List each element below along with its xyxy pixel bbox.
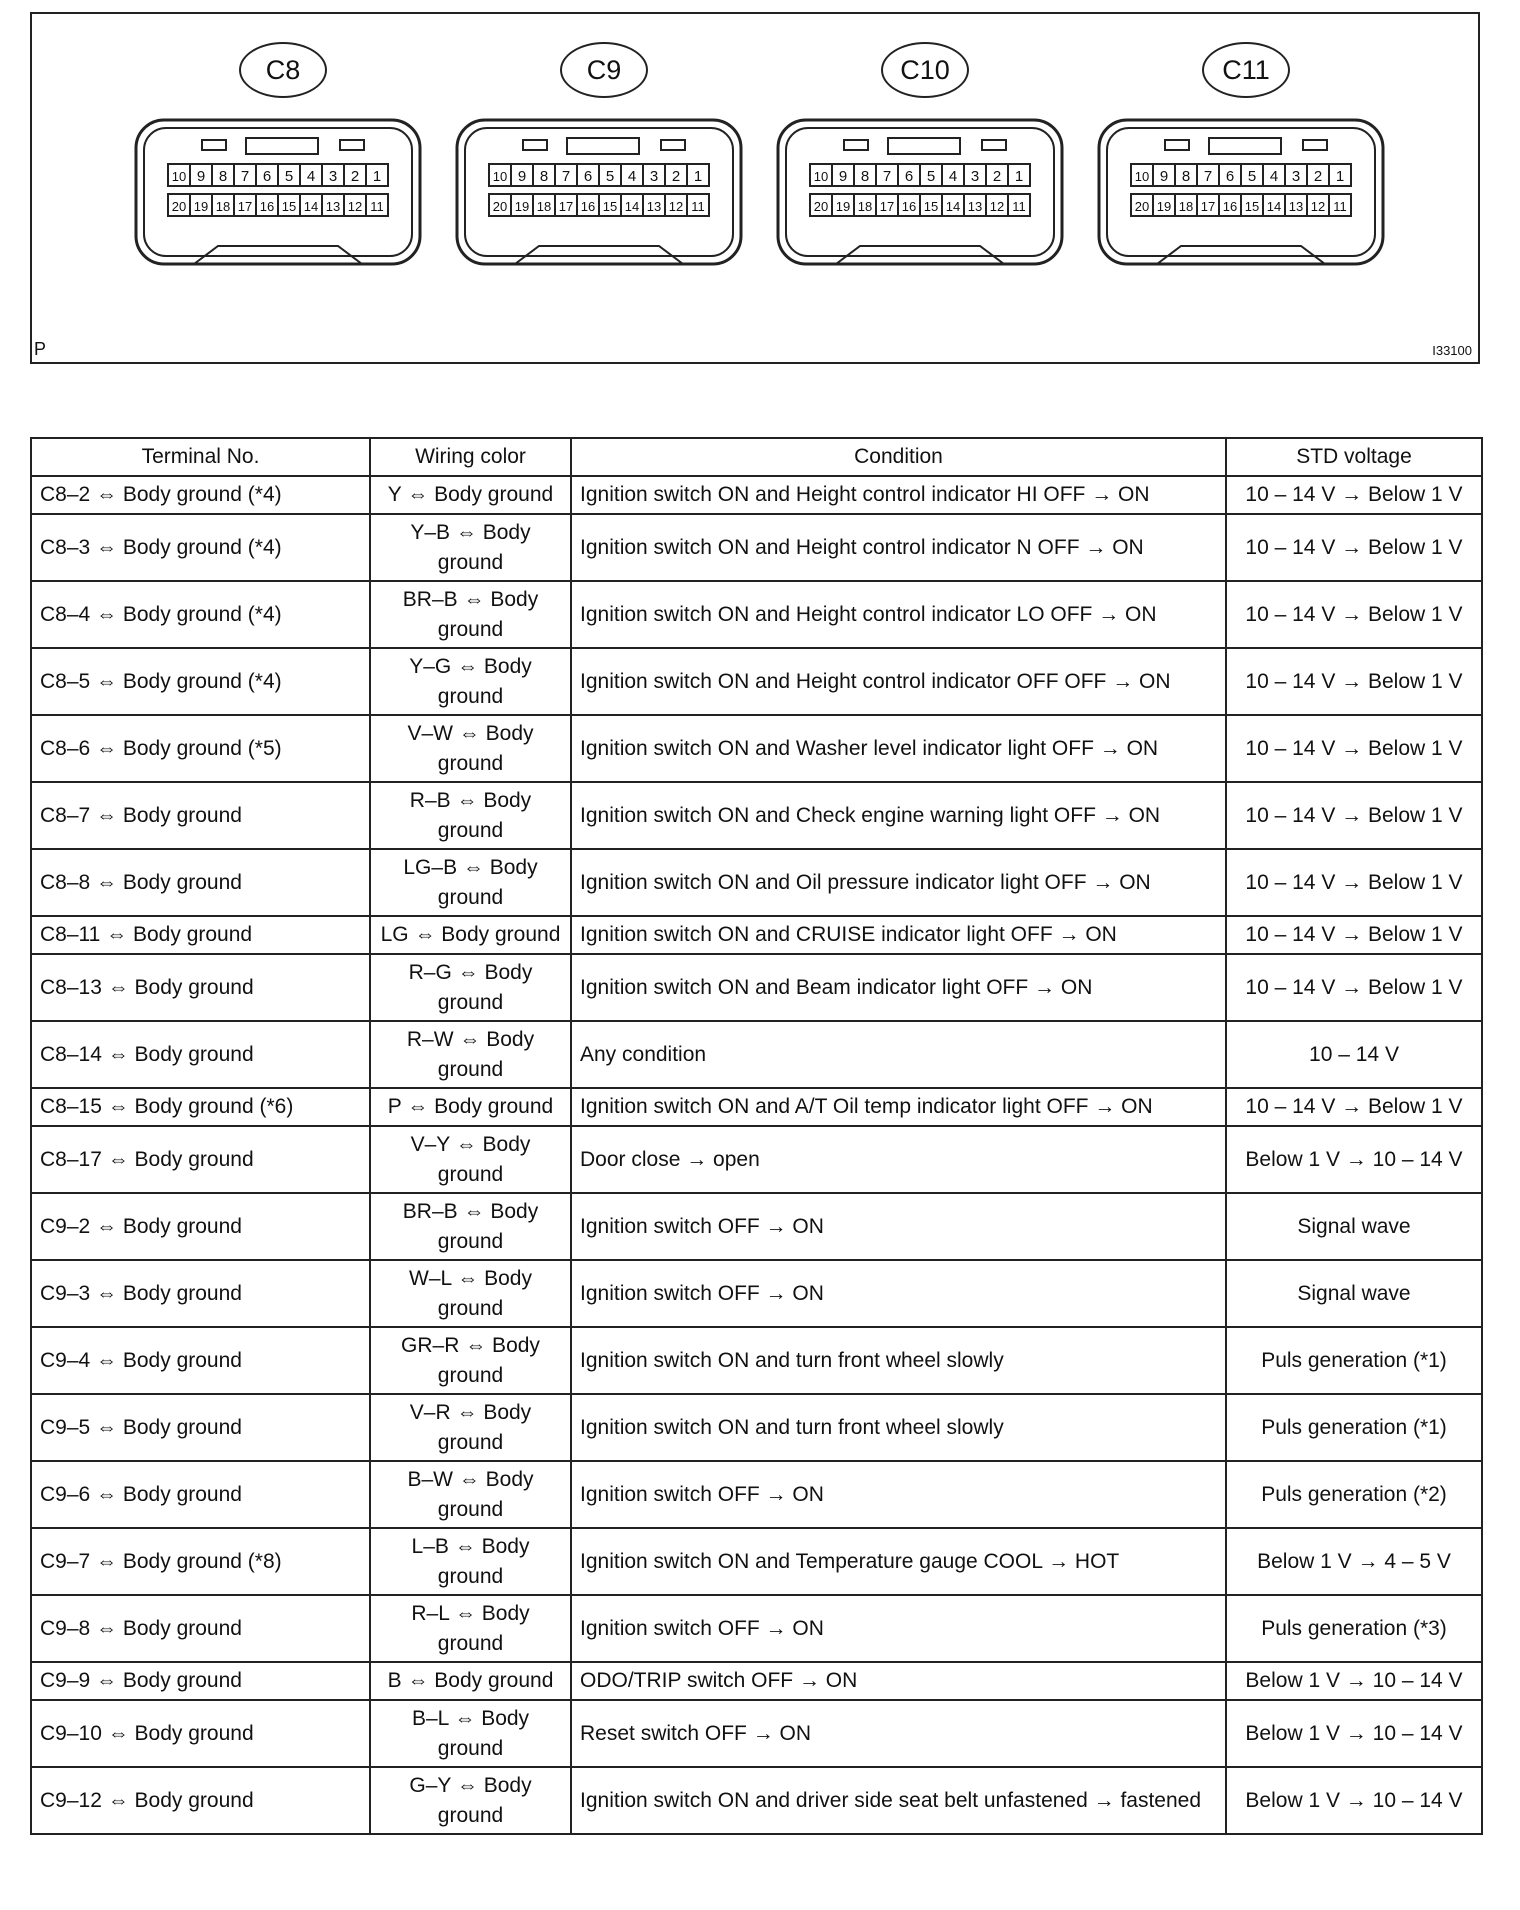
terminal-cell: C9–12 ⇔ Body ground [31,1767,370,1834]
connector-label: C11 [1202,42,1290,98]
pin-number: 2 [992,168,1002,185]
connector-c10 [776,14,1066,366]
pin-number: 15 [1244,199,1260,214]
pin-number: 18 [215,199,231,214]
wiring-color-cell: B ⇔ Body ground [370,1662,571,1700]
std-voltage-cell: Puls generation (*2) [1226,1461,1482,1528]
connector-label: C10 [881,42,969,98]
pin-number: 11 [1333,199,1347,214]
pin-number: 14 [1266,199,1282,214]
pin-number: 20 [171,199,187,214]
pin-number: 1 [372,168,382,185]
condition-cell: Ignition switch OFF → ON [571,1461,1226,1528]
wiring-color-cell: BR–B ⇔ Body ground [370,1193,571,1260]
table-row [31,1021,1482,1088]
condition-cell: Any condition [571,1021,1226,1088]
condition-cell: Ignition switch ON and Check engine warning light OFF → ON [571,782,1226,849]
std-voltage-cell: 10 – 14 V → Below 1 V [1226,581,1482,648]
pin-number: 2 [671,168,681,185]
pin-number: 9 [517,168,527,185]
pin-number: 11 [370,199,384,214]
pin-number: 16 [580,199,596,214]
terminal-table [30,437,1483,1835]
pin-number: 8 [860,168,870,185]
condition-cell: Ignition switch ON and Height control indicator N OFF → ON [571,514,1226,581]
header-voltage: STD voltage [1226,438,1482,476]
table-row [31,1260,1482,1327]
table-row [31,782,1482,849]
pin-number: 16 [259,199,275,214]
pin-number: 5 [605,168,615,185]
condition-cell: ODO/TRIP switch OFF → ON [571,1662,1226,1700]
condition-cell: Ignition switch ON and Height control indicator HI OFF → ON [571,476,1226,514]
pin-number: 8 [218,168,228,185]
condition-cell: Ignition switch ON and Height control indicator OFF OFF → ON [571,648,1226,715]
pin-number: 4 [948,168,958,185]
header-condition: Condition [571,438,1226,476]
condition-cell: Ignition switch ON and A/T Oil temp indicator light OFF → ON [571,1088,1226,1126]
wiring-color-cell: V–Y ⇔ Body ground [370,1126,571,1193]
pin-number: 20 [1134,199,1150,214]
table-row [31,1662,1482,1700]
terminal-cell: C8–15 ⇔ Body ground (*6) [31,1088,370,1126]
wiring-color-cell: LG–B ⇔ Body ground [370,849,571,916]
std-voltage-cell: Puls generation (*1) [1226,1327,1482,1394]
pin-number: 19 [1156,199,1172,214]
table-row [31,1193,1482,1260]
std-voltage-cell: Below 1 V → 10 – 14 V [1226,1767,1482,1834]
pin-number: 20 [813,199,829,214]
pin-number: 9 [196,168,206,185]
table-row [31,1088,1482,1126]
connector-figure [30,12,1480,364]
pin-number: 17 [237,199,253,214]
condition-cell: Ignition switch ON and CRUISE indicator light OFF → ON [571,916,1226,954]
terminal-cell: C9–3 ⇔ Body ground [31,1260,370,1327]
wiring-color-cell: LG ⇔ Body ground [370,916,571,954]
pin-number: 7 [1203,168,1213,185]
wiring-color-cell: Y–G ⇔ Body ground [370,648,571,715]
table-row [31,849,1482,916]
pin-number: 16 [901,199,917,214]
pin-number: 19 [514,199,530,214]
terminal-cell: C8–5 ⇔ Body ground (*4) [31,648,370,715]
std-voltage-cell: 10 – 14 V → Below 1 V [1226,648,1482,715]
wiring-color-cell: R–G ⇔ Body ground [370,954,571,1021]
terminal-cell: C9–5 ⇔ Body ground [31,1394,370,1461]
terminal-cell: C8–17 ⇔ Body ground [31,1126,370,1193]
pin-number: 2 [1313,168,1323,185]
pin-number: 3 [328,168,338,185]
pin-number: 7 [240,168,250,185]
pin-number: 10 [813,169,829,184]
pin-number: 10 [1134,169,1150,184]
condition-cell: Door close → open [571,1126,1226,1193]
condition-cell: Ignition switch ON and turn front wheel slowly [571,1394,1226,1461]
std-voltage-cell: Below 1 V → 10 – 14 V [1226,1126,1482,1193]
connector-housing [457,120,741,264]
condition-cell: Ignition switch ON and Oil pressure indicator light OFF → ON [571,849,1226,916]
pin-number: 12 [989,199,1005,214]
wiring-color-cell: R–L ⇔ Body ground [370,1595,571,1662]
terminal-cell: C8–11 ⇔ Body ground [31,916,370,954]
std-voltage-cell: 10 – 14 V → Below 1 V [1226,916,1482,954]
pin-number: 14 [624,199,640,214]
terminal-cell: C8–2 ⇔ Body ground (*4) [31,476,370,514]
pin-number: 9 [1159,168,1169,185]
table-row [31,715,1482,782]
pin-number: 14 [945,199,961,214]
pin-number: 5 [926,168,936,185]
std-voltage-cell: Puls generation (*1) [1226,1394,1482,1461]
condition-cell: Reset switch OFF → ON [571,1700,1226,1767]
pin-number: 11 [691,199,705,214]
pin-number: 19 [835,199,851,214]
pin-number: 18 [536,199,552,214]
pin-number: 6 [1225,168,1235,185]
connector-housing [1099,120,1383,264]
std-voltage-cell: Puls generation (*3) [1226,1595,1482,1662]
wiring-color-cell: V–W ⇔ Body ground [370,715,571,782]
pin-number: 18 [1178,199,1194,214]
table-row [31,514,1482,581]
table-row [31,1595,1482,1662]
pin-number: 5 [284,168,294,185]
pin-number: 13 [646,199,662,214]
std-voltage-cell: Below 1 V → 10 – 14 V [1226,1700,1482,1767]
terminal-cell: C8–6 ⇔ Body ground (*5) [31,715,370,782]
std-voltage-cell: Signal wave [1226,1193,1482,1260]
pin-number: 9 [838,168,848,185]
std-voltage-cell: 10 – 14 V → Below 1 V [1226,715,1482,782]
wiring-color-cell: Y–B ⇔ Body ground [370,514,571,581]
condition-cell: Ignition switch ON and driver side seat belt unfastened → fastened [571,1767,1226,1834]
wiring-color-cell: B–W ⇔ Body ground [370,1461,571,1528]
pin-number: 6 [904,168,914,185]
std-voltage-cell: Signal wave [1226,1260,1482,1327]
terminal-cell: C9–2 ⇔ Body ground [31,1193,370,1260]
pin-number: 13 [1288,199,1304,214]
connector-body [134,118,422,266]
pin-number: 16 [1222,199,1238,214]
pin-number: 12 [1310,199,1326,214]
wiring-color-cell: BR–B ⇔ Body ground [370,581,571,648]
std-voltage-cell: 10 – 14 V → Below 1 V [1226,849,1482,916]
terminal-cell: C9–10 ⇔ Body ground [31,1700,370,1767]
std-voltage-cell: 10 – 14 V [1226,1021,1482,1088]
std-voltage-cell: 10 – 14 V → Below 1 V [1226,782,1482,849]
condition-cell: Ignition switch ON and Height control indicator LO OFF → ON [571,581,1226,648]
connector-c9 [455,14,745,366]
connector-housing [136,120,420,264]
pin-number: 7 [882,168,892,185]
table-row [31,1327,1482,1394]
pin-number: 1 [1335,168,1345,185]
pin-number: 12 [668,199,684,214]
pin-number: 15 [602,199,618,214]
terminal-cell: C9–4 ⇔ Body ground [31,1327,370,1394]
terminal-cell: C8–13 ⇔ Body ground [31,954,370,1021]
wiring-color-cell: P ⇔ Body ground [370,1088,571,1126]
connector-c8 [134,14,424,366]
pin-number: 4 [627,168,637,185]
connector-housing [778,120,1062,264]
header-wiring: Wiring color [370,438,571,476]
pin-number: 7 [561,168,571,185]
pin-number: 8 [539,168,549,185]
terminal-cell: C9–6 ⇔ Body ground [31,1461,370,1528]
connector-c11 [1097,14,1387,366]
table-header-row [31,438,1482,476]
figure-code: I33100 [1432,343,1472,358]
pin-number: 19 [193,199,209,214]
condition-cell: Ignition switch OFF → ON [571,1595,1226,1662]
pin-number: 10 [171,169,187,184]
condition-cell: Ignition switch ON and Temperature gauge COOL → HOT [571,1528,1226,1595]
header-terminal: Terminal No. [31,438,370,476]
pin-number: 4 [1269,168,1279,185]
pin-number: 12 [347,199,363,214]
wiring-color-cell: B–L ⇔ Body ground [370,1700,571,1767]
pin-number: 1 [693,168,703,185]
condition-cell: Ignition switch OFF → ON [571,1260,1226,1327]
std-voltage-cell: 10 – 14 V → Below 1 V [1226,1088,1482,1126]
table-row [31,648,1482,715]
pin-number: 3 [1291,168,1301,185]
pin-number: 13 [967,199,983,214]
connector-body [455,118,743,266]
table-row [31,1461,1482,1528]
pin-number: 17 [879,199,895,214]
terminal-cell: C9–7 ⇔ Body ground (*8) [31,1528,370,1595]
table-row [31,1700,1482,1767]
figure-corner-label: P [34,339,47,359]
connector-label: C8 [239,42,327,98]
pin-number: 8 [1181,168,1191,185]
terminal-cell: C8–14 ⇔ Body ground [31,1021,370,1088]
wiring-color-cell: Y ⇔ Body ground [370,476,571,514]
table-row [31,1767,1482,1834]
wiring-color-cell: V–R ⇔ Body ground [370,1394,571,1461]
pin-number: 6 [262,168,272,185]
table-row [31,581,1482,648]
terminal-cell: C8–8 ⇔ Body ground [31,849,370,916]
pin-number: 3 [970,168,980,185]
wiring-color-cell: W–L ⇔ Body ground [370,1260,571,1327]
connector-body [1097,118,1385,266]
wiring-color-cell: L–B ⇔ Body ground [370,1528,571,1595]
wiring-color-cell: G–Y ⇔ Body ground [370,1767,571,1834]
pin-number: 11 [1012,199,1026,214]
pin-number: 15 [923,199,939,214]
condition-cell: Ignition switch ON and turn front wheel slowly [571,1327,1226,1394]
table-row [31,1394,1482,1461]
pin-number: 1 [1014,168,1024,185]
std-voltage-cell: 10 – 14 V → Below 1 V [1226,476,1482,514]
std-voltage-cell: Below 1 V → 4 – 5 V [1226,1528,1482,1595]
pin-number: 3 [649,168,659,185]
table-row [31,1528,1482,1595]
terminal-cell: C8–3 ⇔ Body ground (*4) [31,514,370,581]
wiring-color-cell: GR–R ⇔ Body ground [370,1327,571,1394]
condition-cell: Ignition switch ON and Beam indicator light OFF → ON [571,954,1226,1021]
condition-cell: Ignition switch OFF → ON [571,1193,1226,1260]
table-row [31,916,1482,954]
pin-number: 13 [325,199,341,214]
wiring-color-cell: R–B ⇔ Body ground [370,782,571,849]
pin-number: 14 [303,199,319,214]
std-voltage-cell: Below 1 V → 10 – 14 V [1226,1662,1482,1700]
table-row [31,1126,1482,1193]
pin-number: 18 [857,199,873,214]
pin-number: 17 [558,199,574,214]
std-voltage-cell: 10 – 14 V → Below 1 V [1226,514,1482,581]
connector-label: C9 [560,42,648,98]
wiring-color-cell: R–W ⇔ Body ground [370,1021,571,1088]
table-row [31,476,1482,514]
pin-number: 4 [306,168,316,185]
pin-number: 6 [583,168,593,185]
condition-cell: Ignition switch ON and Washer level indicator light OFF → ON [571,715,1226,782]
pin-number: 17 [1200,199,1216,214]
terminal-cell: C9–9 ⇔ Body ground [31,1662,370,1700]
terminal-cell: C8–4 ⇔ Body ground (*4) [31,581,370,648]
pin-number: 2 [350,168,360,185]
connector-body [776,118,1064,266]
terminal-cell: C8–7 ⇔ Body ground [31,782,370,849]
std-voltage-cell: 10 – 14 V → Below 1 V [1226,954,1482,1021]
terminal-cell: C9–8 ⇔ Body ground [31,1595,370,1662]
pin-number: 20 [492,199,508,214]
pin-number: 10 [492,169,508,184]
table-row [31,954,1482,1021]
pin-number: 5 [1247,168,1257,185]
pin-number: 15 [281,199,297,214]
